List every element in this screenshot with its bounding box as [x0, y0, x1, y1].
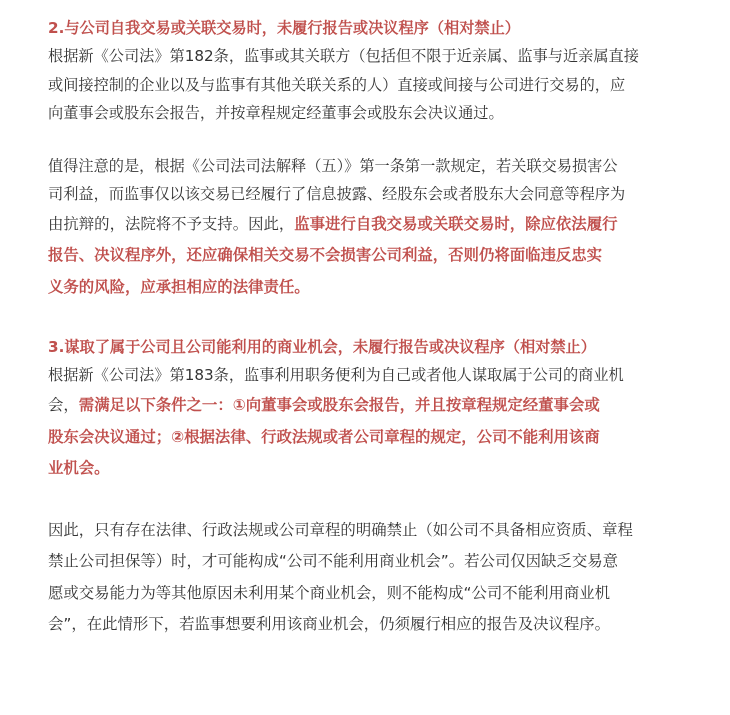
section-3-paragraph-2 [48, 515, 730, 641]
paragraph-line [48, 209, 730, 241]
emphasis-line: 业机会。 [48, 459, 110, 478]
paragraph-line: 禁止公司担保等）时，才可能构成“公司不能利用商业机会”。若公司仅因缺乏交易意 [48, 552, 619, 571]
paragraph-line: 会”，在此情形下，若监事想要利用该商业机会，仍须履行相应的报告及决议程序。 [48, 615, 611, 634]
emphasis-line: 报告、决议程序外，还应确保相关交易不会损害公司利益，否则仍将面临违反忠实 [48, 246, 603, 265]
section-3-paragraph-1 [48, 361, 730, 484]
paragraph-line: 或间接控制的企业以及与监事有其他关联关系的人）直接或间接与公司进行交易的，应 [48, 75, 626, 94]
paragraph-line [48, 390, 730, 422]
section-2-heading: 2.与公司自我交易或关联交易时，未履行报告或决议程序（相对禁止） [48, 19, 520, 37]
emphasis-line: 义务的风险，应承担相应的法律责任。 [48, 277, 310, 296]
section-3-heading: 3.谋取了属于公司且公司能利用的商业机会，未履行报告或决议程序（相对禁止） [48, 338, 596, 357]
section-2-paragraph-2 [48, 152, 730, 304]
paragraph-line: 根据新《公司法》第183条，监事利用职务便利为自己或者他人谋取属于公司的商业机 [48, 366, 624, 385]
paragraph-line: 司利益，而监事仅以该交易已经履行了信息披露、经股东会或者股东大会同意等程序为 [48, 185, 626, 204]
plain-text: 会， [48, 396, 79, 415]
paragraph-line: 愿或交易能力为等其他原因未利用某个商业机会，则不能构成“公司不能利用商业机 [48, 583, 611, 602]
emphasis-line: 股东会决议通过；②根据法律、行政法规或者公司章程的规定，公司不能利用该商 [48, 427, 600, 446]
paragraph-line: 向董事会或股东会报告，并按章程规定经董事会或股东会决议通过。 [48, 104, 504, 123]
emphasis-text: 监事进行自我交易或关联交易时，除应依法履行 [294, 214, 618, 233]
paragraph-line: 根据新《公司法》第182条，监事或其关联方（包括但不限于近亲属、监事与近亲属直接 [48, 47, 639, 65]
emphasis-text: 需满足以下条件之一：①向董事会或股东会报告，并且按章程规定经董事会或 [78, 396, 600, 415]
plain-text: 由抗辩的，法院将不予支持。因此， [48, 214, 295, 233]
section-2-paragraph-1 [48, 42, 730, 128]
paragraph-line: 因此，只有存在法律、行政法规或公司章程的明确禁止（如公司不具备相应资质、章程 [48, 520, 633, 539]
paragraph-line: 值得注意的是，根据《公司法司法解释（五）》第一条第一款规定，若关联交易损害公 [48, 156, 618, 175]
